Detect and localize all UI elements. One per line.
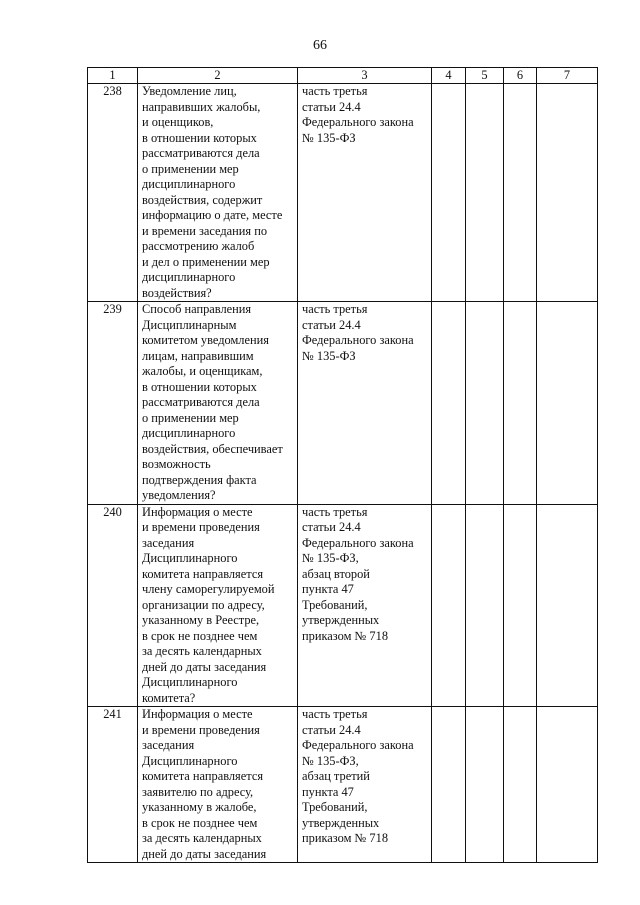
legal-reference: часть третья статьи 24.4 Федерального закона № 135-ФЗ (298, 84, 432, 302)
legal-reference: часть третья статьи 24.4 Федерального закона № 135-ФЗ, абзац второй пункта 47 Требований, утвержденных приказом № 718 (298, 504, 432, 707)
answer-cell-yes (432, 504, 466, 707)
answer-cell-no (466, 707, 504, 863)
row-number: 239 (88, 302, 138, 505)
column-header-3: 3 (298, 68, 432, 84)
row-number: 240 (88, 504, 138, 707)
question-text: Способ направления Дисциплинарным комитетом уведомления лицам, направившим жалобы, и оценщикам, в отношении которых рассматриваются дела о применении мер дисциплинарного воздействия, обеспечивает возможность подтверждения факта уведомления? (138, 302, 298, 505)
table-row (88, 302, 598, 505)
page-number: 66 (313, 38, 327, 53)
header-row (88, 68, 598, 84)
answer-cell-na (504, 84, 537, 302)
column-header-4: 4 (432, 68, 466, 84)
answer-cell-na (504, 504, 537, 707)
checklist-table (87, 67, 598, 863)
answer-cell-na (504, 707, 537, 863)
column-header-5: 5 (466, 68, 504, 84)
notes-cell (537, 302, 598, 505)
answer-cell-no (466, 302, 504, 505)
question-text: Информация о месте и времени проведения заседания Дисциплинарного комитета направляется заявителю по адресу, указанному в жалобе, в срок не позднее чем за десять календарных дней до даты заседания (138, 707, 298, 863)
answer-cell-yes (432, 302, 466, 505)
answer-cell-no (466, 84, 504, 302)
notes-cell (537, 504, 598, 707)
row-number: 241 (88, 707, 138, 863)
question-text: Уведомление лиц, направивших жалобы, и оценщиков, в отношении которых рассматриваются дела о применении мер дисциплинарного воздействия, содержит информацию о дате, месте и времени заседания по рассмотрению жалоб и дел о применении мер дисциплинарного воздействия? (138, 84, 298, 302)
column-header-7: 7 (537, 68, 598, 84)
notes-cell (537, 84, 598, 302)
answer-cell-yes (432, 707, 466, 863)
question-text: Информация о месте и времени проведения заседания Дисциплинарного комитета направляется члену саморегулируемой организации по адресу, указанному в Реестре, в срок не позднее чем за десять календарных дней до даты заседания Дисциплинарного комитета? (138, 504, 298, 707)
answer-cell-yes (432, 84, 466, 302)
table-row (88, 504, 598, 707)
notes-cell (537, 707, 598, 863)
column-header-6: 6 (504, 68, 537, 84)
answer-cell-no (466, 504, 504, 707)
answer-cell-na (504, 302, 537, 505)
table-row (88, 707, 598, 863)
legal-reference: часть третья статьи 24.4 Федерального закона № 135-ФЗ (298, 302, 432, 505)
column-header-1: 1 (88, 68, 138, 84)
legal-reference: часть третья статьи 24.4 Федерального закона № 135-ФЗ, абзац третий пункта 47 Требований, утвержденных приказом № 718 (298, 707, 432, 863)
table-row (88, 84, 598, 302)
column-header-2: 2 (138, 68, 298, 84)
row-number: 238 (88, 84, 138, 302)
